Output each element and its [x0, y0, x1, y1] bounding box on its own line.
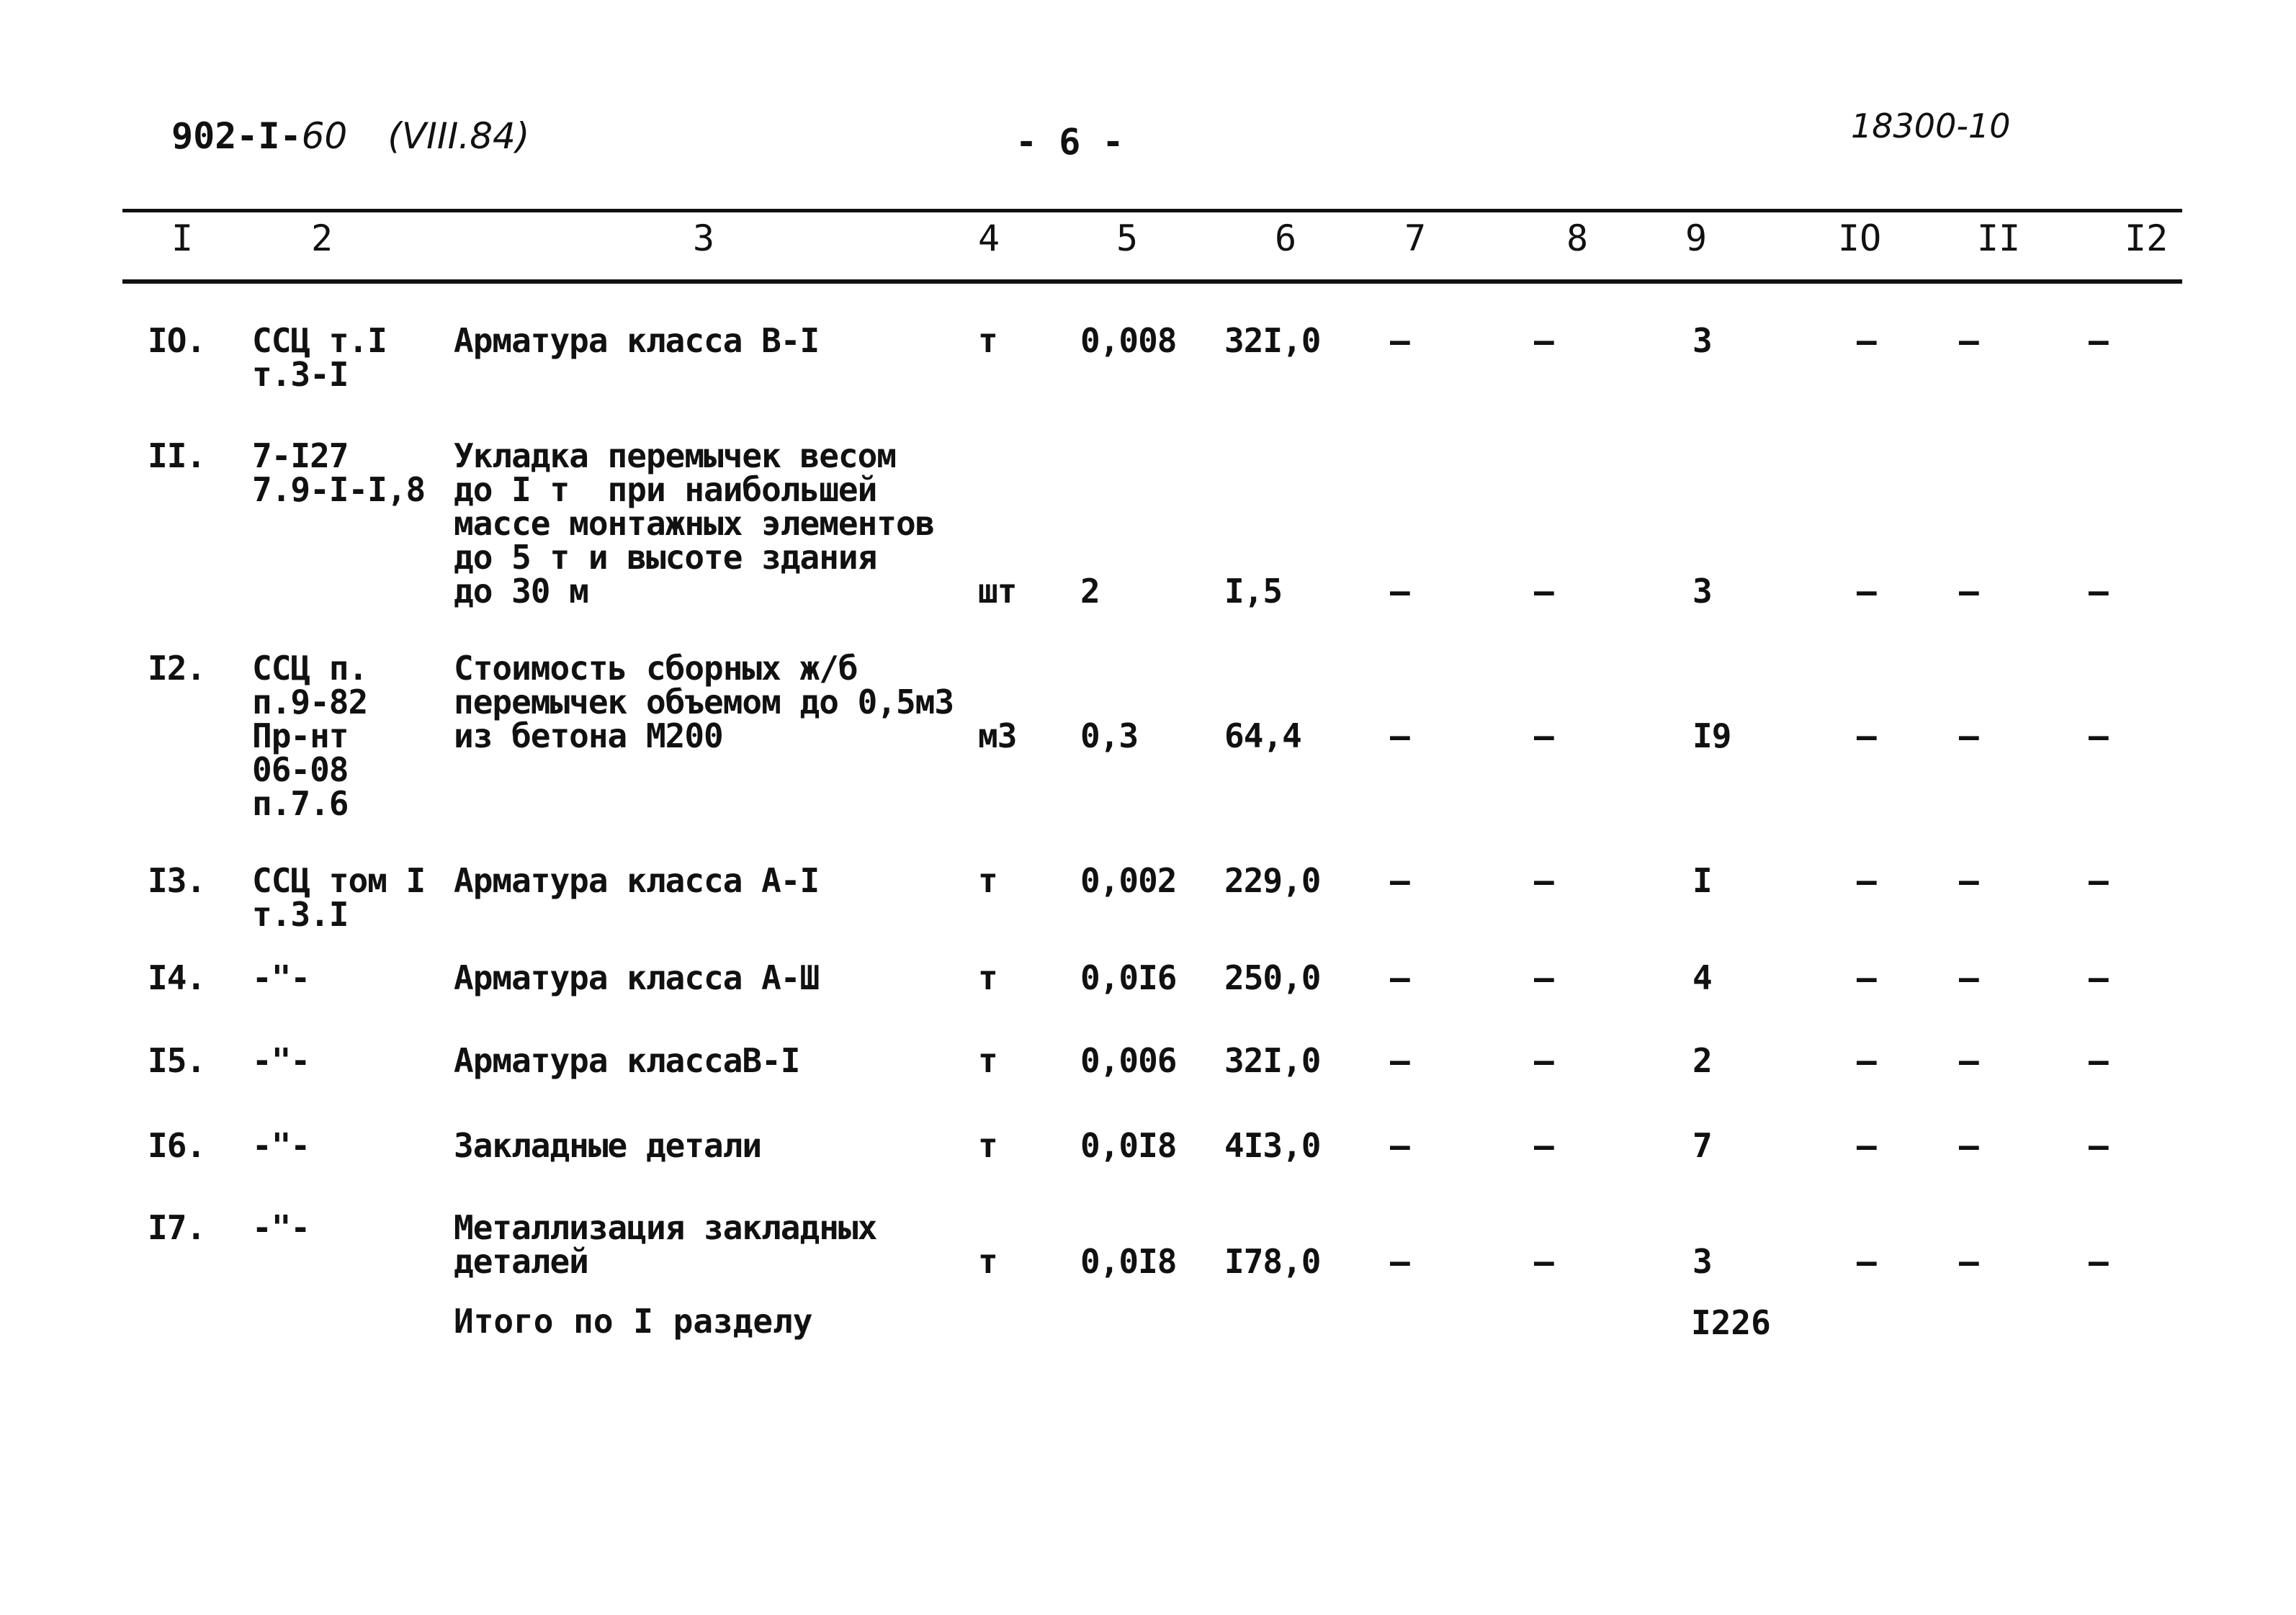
col7-value: –: [1390, 321, 1409, 360]
doc-code-note: (VIII.84): [387, 115, 530, 157]
page-number: - 6 -: [1015, 121, 1124, 163]
col9-value: 3: [1692, 1242, 1712, 1281]
quantity: 2: [1080, 572, 1100, 611]
col12-value: –: [2089, 572, 2108, 611]
unit: т: [978, 958, 997, 997]
column-number: IO: [1838, 217, 1882, 259]
col8-value: –: [1534, 861, 1553, 900]
col7-value: –: [1390, 1126, 1409, 1165]
col9-value: 7: [1692, 1126, 1712, 1165]
column-number: 7: [1404, 217, 1427, 259]
col10-value: –: [1857, 958, 1876, 997]
unit-price: 4I3,0: [1224, 1126, 1321, 1165]
total-label: Итого по I разделу: [454, 1302, 813, 1341]
col12-value: –: [2089, 1242, 2108, 1281]
col10-value: –: [1857, 1242, 1876, 1281]
unit: шт: [978, 572, 1017, 611]
column-number: 6: [1275, 217, 1297, 259]
row-number: I7.: [148, 1208, 206, 1247]
archive-number: 18300-10: [1851, 107, 2011, 145]
total-value: I226: [1691, 1303, 1771, 1342]
doc-code-handwritten: 60: [301, 115, 348, 157]
unit: т: [978, 1041, 997, 1080]
norm-reference: -"-: [252, 1126, 310, 1165]
col8-value: –: [1534, 1242, 1553, 1281]
unit-price: 229,0: [1224, 861, 1321, 900]
quantity: 0,0I6: [1080, 958, 1177, 997]
work-description: Арматура класса А-I: [454, 861, 820, 900]
col7-value: –: [1390, 716, 1409, 755]
col8-value: –: [1534, 321, 1553, 360]
column-number: 2: [311, 217, 333, 259]
unit-price: 32I,0: [1224, 321, 1321, 360]
work-description: Укладка перемычек весом до I т при наибольшей массе монтажных элементов до 5 т и высоте здания до 30 м: [454, 436, 935, 611]
col8-value: –: [1534, 1041, 1553, 1080]
work-description: Закладные детали: [454, 1126, 762, 1165]
col10-value: –: [1857, 1041, 1876, 1080]
col11-value: –: [1959, 1041, 1978, 1080]
row-number: IO.: [148, 321, 206, 360]
quantity: 0,0I8: [1080, 1242, 1177, 1281]
unit-price: 64,4: [1224, 716, 1301, 755]
norm-reference: ССЦ т.I т.3-I: [252, 321, 387, 394]
unit-price: I78,0: [1224, 1242, 1321, 1281]
unit-price: 250,0: [1224, 958, 1321, 997]
unit: т: [978, 1126, 997, 1165]
quantity: 0,3: [1080, 716, 1139, 755]
row-number: I5.: [148, 1041, 206, 1080]
unit: т: [978, 321, 997, 360]
quantity: 0,0I8: [1080, 1126, 1177, 1165]
col9-value: 2: [1692, 1041, 1712, 1080]
col12-value: –: [2089, 321, 2108, 360]
norm-reference: -"-: [252, 1041, 310, 1080]
col12-value: –: [2089, 716, 2108, 755]
column-number: I2: [2125, 217, 2169, 259]
row-number: I6.: [148, 1126, 206, 1165]
col10-value: –: [1857, 1126, 1876, 1165]
col9-value: I: [1692, 861, 1712, 900]
col10-value: –: [1857, 716, 1876, 755]
row-number: I3.: [148, 861, 206, 900]
col11-value: –: [1959, 1126, 1978, 1165]
col12-value: –: [2089, 861, 2108, 900]
col12-value: –: [2089, 958, 2108, 997]
norm-reference: ССЦ п. п.9-82 Пр-нт 06-08 п.7.6: [252, 649, 368, 823]
work-description: Стоимость сборных ж/б перемычек объемом до 0,5м3 из бетона М200: [454, 649, 954, 755]
table-top-rule: [122, 209, 2182, 212]
col11-value: –: [1959, 1242, 1978, 1281]
col11-value: –: [1959, 716, 1978, 755]
col7-value: –: [1390, 958, 1409, 997]
col12-value: –: [2089, 1126, 2108, 1165]
norm-reference: -"-: [252, 1208, 310, 1247]
col11-value: –: [1959, 958, 1978, 997]
quantity: 0,002: [1080, 861, 1177, 900]
unit-price: I,5: [1224, 572, 1283, 611]
norm-reference: ССЦ том I т.3.I: [252, 861, 426, 934]
column-number: 5: [1116, 217, 1139, 259]
row-number: II.: [148, 436, 206, 475]
doc-code: [171, 115, 529, 157]
work-description: Арматура классаВ-I: [454, 1041, 800, 1080]
norm-reference: -"-: [252, 958, 310, 997]
column-number: 3: [693, 217, 715, 259]
col11-value: –: [1959, 321, 1978, 360]
col11-value: –: [1959, 572, 1978, 611]
column-number: 9: [1685, 217, 1708, 259]
row-number: I4.: [148, 958, 206, 997]
col8-value: –: [1534, 716, 1553, 755]
col7-value: –: [1390, 861, 1409, 900]
col10-value: –: [1857, 861, 1876, 900]
col8-value: –: [1534, 1126, 1553, 1165]
col12-value: –: [2089, 1041, 2108, 1080]
doc-code-print: 902-I-: [171, 115, 302, 157]
col10-value: –: [1857, 572, 1876, 611]
col9-value: 3: [1692, 321, 1712, 360]
unit: т: [978, 861, 997, 900]
unit: м3: [978, 716, 1017, 755]
quantity: 0,006: [1080, 1041, 1177, 1080]
col8-value: –: [1534, 572, 1553, 611]
col7-value: –: [1390, 572, 1409, 611]
col9-value: I9: [1692, 716, 1731, 755]
work-description: Металлизация закладных деталей: [454, 1208, 877, 1281]
norm-reference: 7-I27 7.9-I-I,8: [252, 436, 426, 509]
col11-value: –: [1959, 861, 1978, 900]
unit-price: 32I,0: [1224, 1041, 1321, 1080]
column-number: I: [171, 217, 194, 259]
table-header-rule: [122, 279, 2182, 284]
col9-value: 3: [1692, 572, 1712, 611]
work-description: Арматура класса А-Ш: [454, 958, 820, 997]
column-number: II: [1977, 217, 2021, 259]
work-description: Арматура класса В-I: [454, 321, 820, 360]
col7-value: –: [1390, 1041, 1409, 1080]
column-number: 4: [978, 217, 1000, 259]
unit: т: [978, 1242, 997, 1281]
col9-value: 4: [1692, 958, 1712, 997]
col8-value: –: [1534, 958, 1553, 997]
row-number: I2.: [148, 649, 206, 688]
col10-value: –: [1857, 321, 1876, 360]
col7-value: –: [1390, 1242, 1409, 1281]
column-number: 8: [1566, 217, 1589, 259]
quantity: 0,008: [1080, 321, 1177, 360]
